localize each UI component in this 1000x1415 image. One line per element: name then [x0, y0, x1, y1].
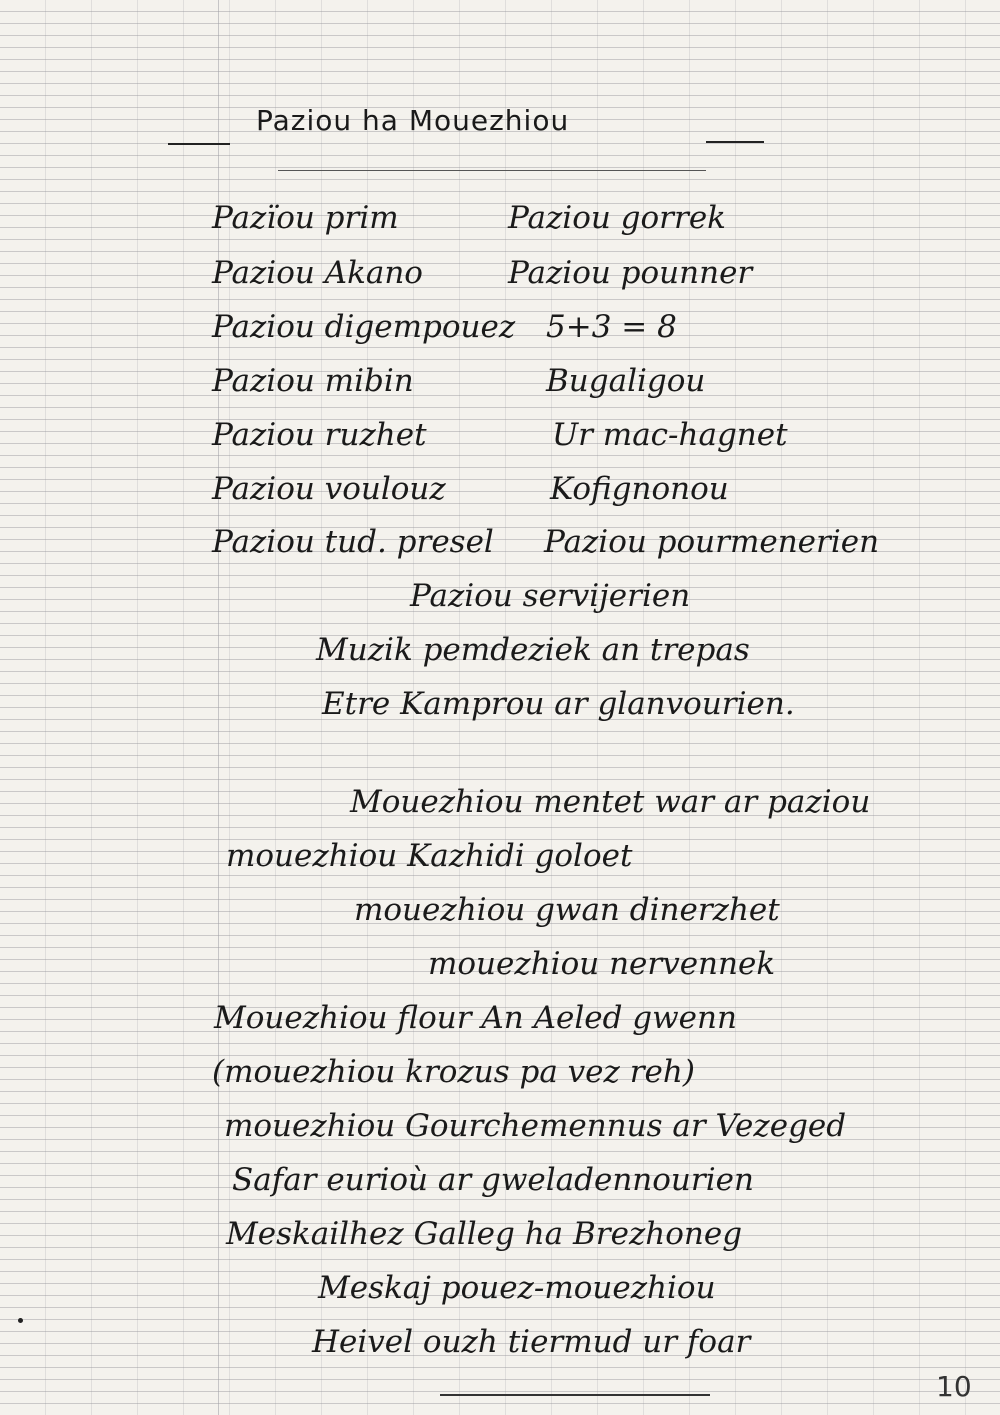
right-line-7: Paziou pourmenerien: [544, 524, 880, 560]
right-line-6: Kofignonou: [550, 471, 729, 507]
right-line-2: Paziou pounner: [508, 255, 753, 291]
line-nervennek: mouezhiou nervennek: [428, 946, 776, 982]
line-krozus: (mouezhiou krozus pa vez reh): [212, 1054, 695, 1090]
line-mouezhiou-mentet: Mouezhiou mentet war ar paziou: [350, 784, 871, 820]
left-line-2: Paziou Akano: [212, 255, 423, 291]
left-line-3: Paziou digempouez: [212, 309, 516, 345]
line-meskailhez: Meskailhez Galleg ha Brezhoneg: [226, 1216, 743, 1252]
right-line-4: Bugaligou: [546, 363, 706, 399]
line-kazhidi: mouezhiou Kazhidi goloet: [226, 838, 633, 874]
left-line-7: Paziou tud. presel: [212, 524, 494, 560]
bottom-rule: [440, 1394, 710, 1396]
margin-dot: [18, 1318, 23, 1323]
right-line-1: Paziou gorrek: [508, 200, 726, 236]
line-meskaj: Meskaj pouez-mouezhiou: [318, 1270, 716, 1306]
line-flour: Mouezhiou flour An Aeled gwenn: [214, 1000, 737, 1036]
line-servijerien: Paziou servijerien: [410, 578, 691, 614]
title-underline: [278, 170, 706, 171]
right-line-3: 5+3 = 8: [546, 309, 677, 345]
title-left-dash: [168, 143, 230, 145]
left-line-5: Paziou ruzhet: [212, 417, 427, 453]
page-number: 10: [936, 1370, 972, 1403]
left-line-4: Paziou mibin: [212, 363, 414, 399]
line-muzik: Muzik pemdeziek an trepas: [316, 632, 750, 668]
right-line-5: Ur mac-hagnet: [552, 417, 788, 453]
line-gourchemennus: mouezhiou Gourchemennus ar Vezeged: [224, 1108, 847, 1144]
line-heivel: Heivel ouzh tiermud ur foar: [312, 1324, 751, 1360]
title-right-dash: [706, 141, 764, 143]
line-safar: Safar eurioù ar gweladennourien: [232, 1162, 754, 1198]
left-line-6: Paziou voulouz: [212, 471, 446, 507]
line-etre-kamprou: Etre Kamprou ar glanvourien.: [322, 686, 795, 722]
left-line-1: Pazïou prim: [212, 200, 399, 236]
line-gwan: mouezhiou gwan dinerzhet: [354, 892, 780, 928]
page-title: Paziou ha Mouezhiou: [256, 104, 570, 137]
